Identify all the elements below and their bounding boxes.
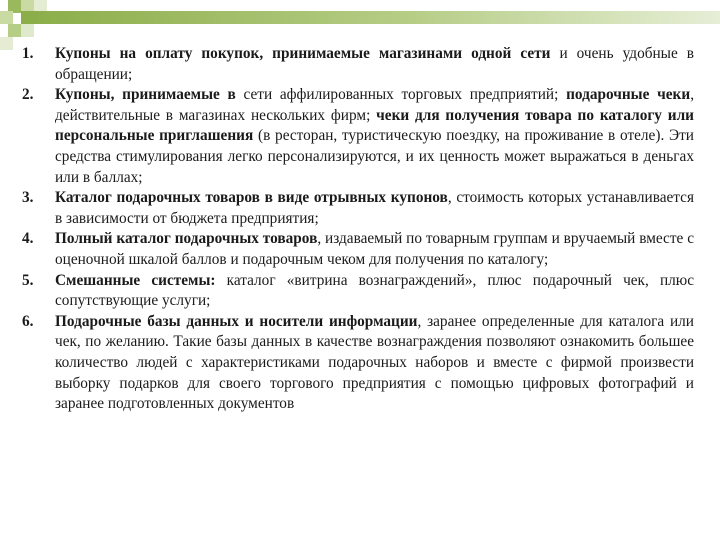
- corner-square: [21, 11, 34, 24]
- list-item: [22, 271, 694, 312]
- bold-text-segment: Купоны на оплату покупок, принимаемые магазинами одной сети: [55, 45, 551, 62]
- list-number: 3.: [22, 189, 34, 207]
- list-number: 6.: [22, 312, 34, 330]
- bold-text-segment: подарочные чеки: [566, 86, 691, 104]
- corner-square: [21, 24, 34, 37]
- text-segment: и очень удобные в обращении;: [55, 45, 694, 83]
- bold-text-segment: чеки для получения товара по каталогу или персональные приглашения: [55, 106, 694, 145]
- text-segment: каталог «витрина вознаграждений», плюс подарочный чек, плюс сопутствующие услуги;: [55, 271, 694, 310]
- list-item: [22, 85, 694, 188]
- list-number: 5.: [22, 271, 34, 289]
- bold-text-segment: Каталог подарочных товаров в виде отрывных купонов: [55, 189, 448, 207]
- corner-square: [8, 24, 21, 37]
- text-segment: , заранее определенные для каталога или чек, по желанию. Такие базы данных в качестве вознаграждения позволяют ознакомить большее количество людей с характеристиками подарочных наборов и вместе с фирмой произвести выборку подарков для своего торгового предприятия с помощью цифровых фотографий и заранее подготовленных документов: [55, 312, 694, 413]
- text-segment: сети аффилированных торговых предприятий;: [235, 86, 567, 104]
- text-segment: , издаваемый по товарным группам и вручаемый вместе с оценочной шкалой баллов и подарочным чеком для получения по каталогу;: [55, 230, 694, 268]
- bold-text-segment: Подарочные базы данных и носители информации: [55, 312, 418, 330]
- bold-text-segment: Купоны, принимаемые в: [55, 86, 236, 104]
- numbered-list: [22, 44, 694, 415]
- text-segment: (в ресторан, туристическую поездку, на проживание в отеле). Эти средства стимулирования легко персонализируются, и их ценность может выражаться в деньгах или в баллах;: [55, 127, 694, 186]
- list-item: [22, 229, 694, 270]
- list-item: [22, 312, 694, 415]
- list-number: 2.: [22, 86, 34, 104]
- top-accent-bar: [34, 11, 720, 24]
- list-item: [22, 44, 694, 85]
- list-number: 1.: [22, 45, 34, 62]
- bold-text-segment: Полный каталог подарочных товаров: [55, 230, 318, 248]
- list-number: 4.: [22, 230, 34, 248]
- text-segment: , действительные в магазинах нескольких фирм;: [55, 86, 695, 124]
- list-item: [22, 188, 694, 229]
- bold-text-segment: Смешанные системы:: [55, 271, 216, 289]
- corner-square: [0, 11, 13, 24]
- corner-square: [0, 37, 13, 50]
- slide-content: [22, 44, 694, 415]
- text-segment: , стоимость которых устанавливается в зависимости от бюджета предприятия;: [55, 189, 694, 227]
